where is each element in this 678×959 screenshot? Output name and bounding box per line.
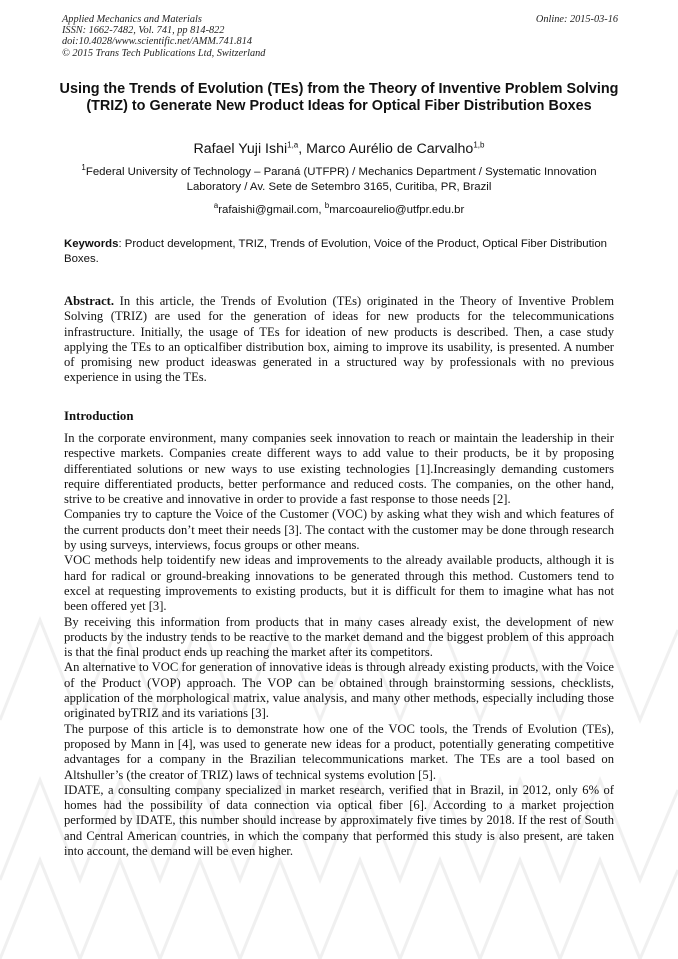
affiliation [56,165,622,196]
journal-copyright: © 2015 Trans Tech Publications Ltd, Switzerland [62,47,266,59]
affiliation-marker: 1 [81,163,86,173]
affiliation-text: Federal University of Technology – Paraná (UTFPR) / Mechanics Department / Systematic Innovation Laboratory / Av. Sete de Setembro 3165, Curitiba, PR, Brazil [85,166,597,194]
abstract-label: Abstract. [64,294,115,308]
paragraph: VOC methods help toidentify new ideas and improvements to the already available products, although it is hard for radical or ground-breaking innovations to be generated through this method. Customers tend to excel at requesting improvements to existing products, but it is difficult for them to imagine what has not been offered yet [3]. [64,553,614,614]
keywords-text: : Product development, TRIZ, Trends of Evolution, Voice of the Product, Optical Fiber Distribution Boxes. [64,238,608,266]
introduction-body [64,431,614,859]
email-marker: b [324,201,330,211]
email-separator: , [318,204,325,216]
journal-header [62,14,618,59]
paper-title: Using the Trends of Evolution (TEs) from the Theory of Inventive Problem Solving (TRIZ) to Generate New Product Ideas for Optical Fiber Distribution Boxes [59,81,619,115]
journal-issn: ISSN: 1662-7482, Vol. 741, pp 814-822 [62,25,225,37]
author-emails [56,203,622,218]
paragraph: Companies try to capture the Voice of the Customer (VOC) by asking what they wish and which features of the current products don’t meet their needs [3]. The contact with the customer may be done through research by using surveys, interviews, focus groups or other means. [64,507,614,553]
author-affiliation-marker: 1,a [287,140,299,150]
author-separator: , [298,141,307,157]
paragraph: IDATE, a consulting company specialized in market research, verified that in Brazil, in 2012, only 6% of homes had the possibility of data connection via optical fiber [6]. According to a market projection performed by IDATE, this number should increase by approximately five times by 2018. If the rest of South and Central American countries, in which the company that performed this study is also present, are taken into account, the demand will be even higher. [64,782,614,859]
email-address[interactable]: marcoaurelio@utfpr.edu.br [329,204,465,216]
keywords [64,237,614,268]
email-marker: a [213,201,219,211]
keywords-label: Keywords [64,238,119,250]
paragraph: In the corporate environment, many companies seek innovation to reach or maintain the leadership in their respective markets. Companies create different ways to add value to their products, be it by proposing differentiated solutions or new ways to use existing technologies [1].Increasingly demanding customers require differentiated products, better performance and reduced costs. The companies, on the other hand, strive to be creative and innovative in order to provide a fast response to those needs [2]. [64,431,614,507]
abstract [64,294,614,386]
journal-name: Applied Mechanics and Materials [62,14,202,25]
section-heading-introduction: Introduction [64,409,134,423]
abstract-text: In this article, the Trends of Evolution (TEs) originated in the Theory of Inventive Problem Solving (TRIZ) are used for the generation of ideas for new products for the telecommunications infrastructure. Initially, the usage of TEs for ideation of new products is described. Then, a case study applying the TEs to an opticalfiber distribution box, aiming to improve its usability, is presented. A number of promising new product ideaswas generated in a structured way by professionals with no previous experience in using the TEs. [64,294,614,385]
author-name: Rafael Yuji Ishi [193,141,288,157]
email-address[interactable]: rafaishi@gmail.com [218,204,319,216]
paragraph: The purpose of this article is to demonstrate how one of the VOC tools, the Trends of Evolution (TEs), proposed by Mann in [4], was used to generate new ideas for a product, potentially generating competitive advantages for a company in the Brazilian telecommunications market. The TEs are a tool based on Altshuller’s (the creator of TRIZ) laws of technical systems evolution [5]. [64,721,614,782]
paragraph: An alternative to VOC for generation of innovative ideas is through already existing products, with the Voice of the Product (VOP) approach. The VOP can be obtained through brainstorming sessions, checklists, application of the morphological matrix, value analysis, and many other methods, especially including those originated byTRIZ and its variations [3]. [64,660,614,721]
journal-doi: doi:10.4028/www.scientific.net/AMM.741.814 [62,36,252,48]
online-date: Online: 2015-03-16 [535,14,618,25]
author-list [56,140,622,158]
author-affiliation-marker: 1,b [473,140,485,150]
author-name: Marco Aurélio de Carvalho [306,141,474,157]
paragraph: By receiving this information from products that in many cases already exist, the development of new products by the industry tends to be reactive to the market demand and the biggest problem of this approach is that the final product ends up reaching the market after its competitors. [64,614,614,660]
